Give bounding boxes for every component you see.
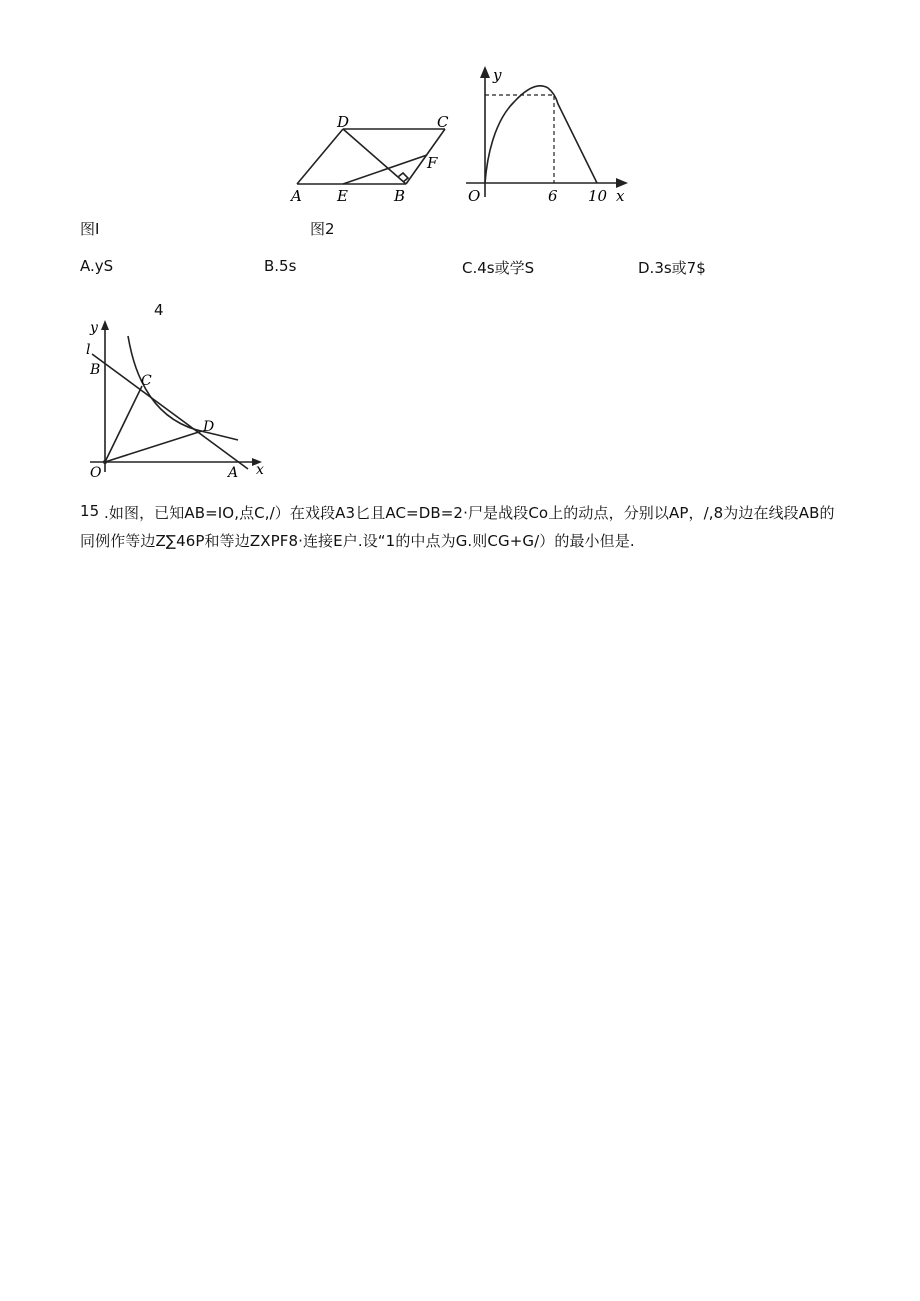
figure-2-graph — [458, 62, 633, 207]
option-d: D.3s或7$ — [638, 259, 706, 277]
label-B: B — [90, 362, 101, 378]
label-D: D — [203, 419, 215, 435]
label-B: B — [394, 187, 406, 205]
option-c: C.4s或学S — [462, 259, 535, 277]
axis-label-x: x — [616, 187, 625, 205]
segment-EF — [343, 155, 427, 184]
figure-1-parallelogram — [285, 110, 455, 205]
origin-label: O — [468, 187, 481, 205]
label-A: A — [291, 187, 302, 205]
segment-DB — [343, 129, 406, 184]
caption-figure-2: 图2 — [310, 220, 335, 238]
tick-label-10: 10 — [588, 187, 608, 205]
option-b: B.5s — [264, 257, 297, 275]
label-C: C — [141, 373, 152, 389]
option-a: A.yS — [80, 257, 114, 275]
segment-AD — [297, 129, 343, 184]
origin-point — [103, 460, 107, 464]
tick-label-6: 6 — [548, 187, 558, 205]
label-A: A — [228, 465, 239, 481]
label-O: O — [90, 465, 102, 481]
label-F: F — [427, 154, 438, 172]
caption-figure-1: 图I — [80, 220, 100, 238]
question-15-line-1: .如图，已知AB=IO,点C,/）在戏段A3匕且AC=DB=2·尸是战段Co上的动点，分别以AP，/,8为边在线段AB的 — [104, 504, 835, 522]
dashed-guides — [485, 95, 554, 183]
segment-OC — [105, 386, 142, 462]
figure-3-hyperbola — [80, 314, 270, 484]
y-axis-arrow — [480, 66, 490, 78]
axis-label-y: y — [493, 66, 502, 84]
y-axis-arrow — [101, 320, 109, 330]
question-14-number: 4 — [154, 301, 164, 319]
line-l — [92, 354, 248, 469]
label-l: l — [86, 342, 91, 358]
label-E: E — [337, 187, 348, 205]
axis-label-y: y — [90, 320, 98, 336]
label-D: D — [337, 113, 350, 131]
graph-curve — [485, 86, 597, 183]
label-C: C — [437, 113, 449, 131]
question-15-number: 15 — [80, 502, 100, 520]
segment-OD — [105, 431, 202, 462]
segment-BC — [406, 129, 445, 184]
axis-label-x: x — [256, 462, 264, 478]
question-15-line-2: 同例作等边Z∑46P和等边ZXPF8·连接E户.设“1的中点为G.则CG+G/）的最小但是. — [80, 532, 635, 550]
